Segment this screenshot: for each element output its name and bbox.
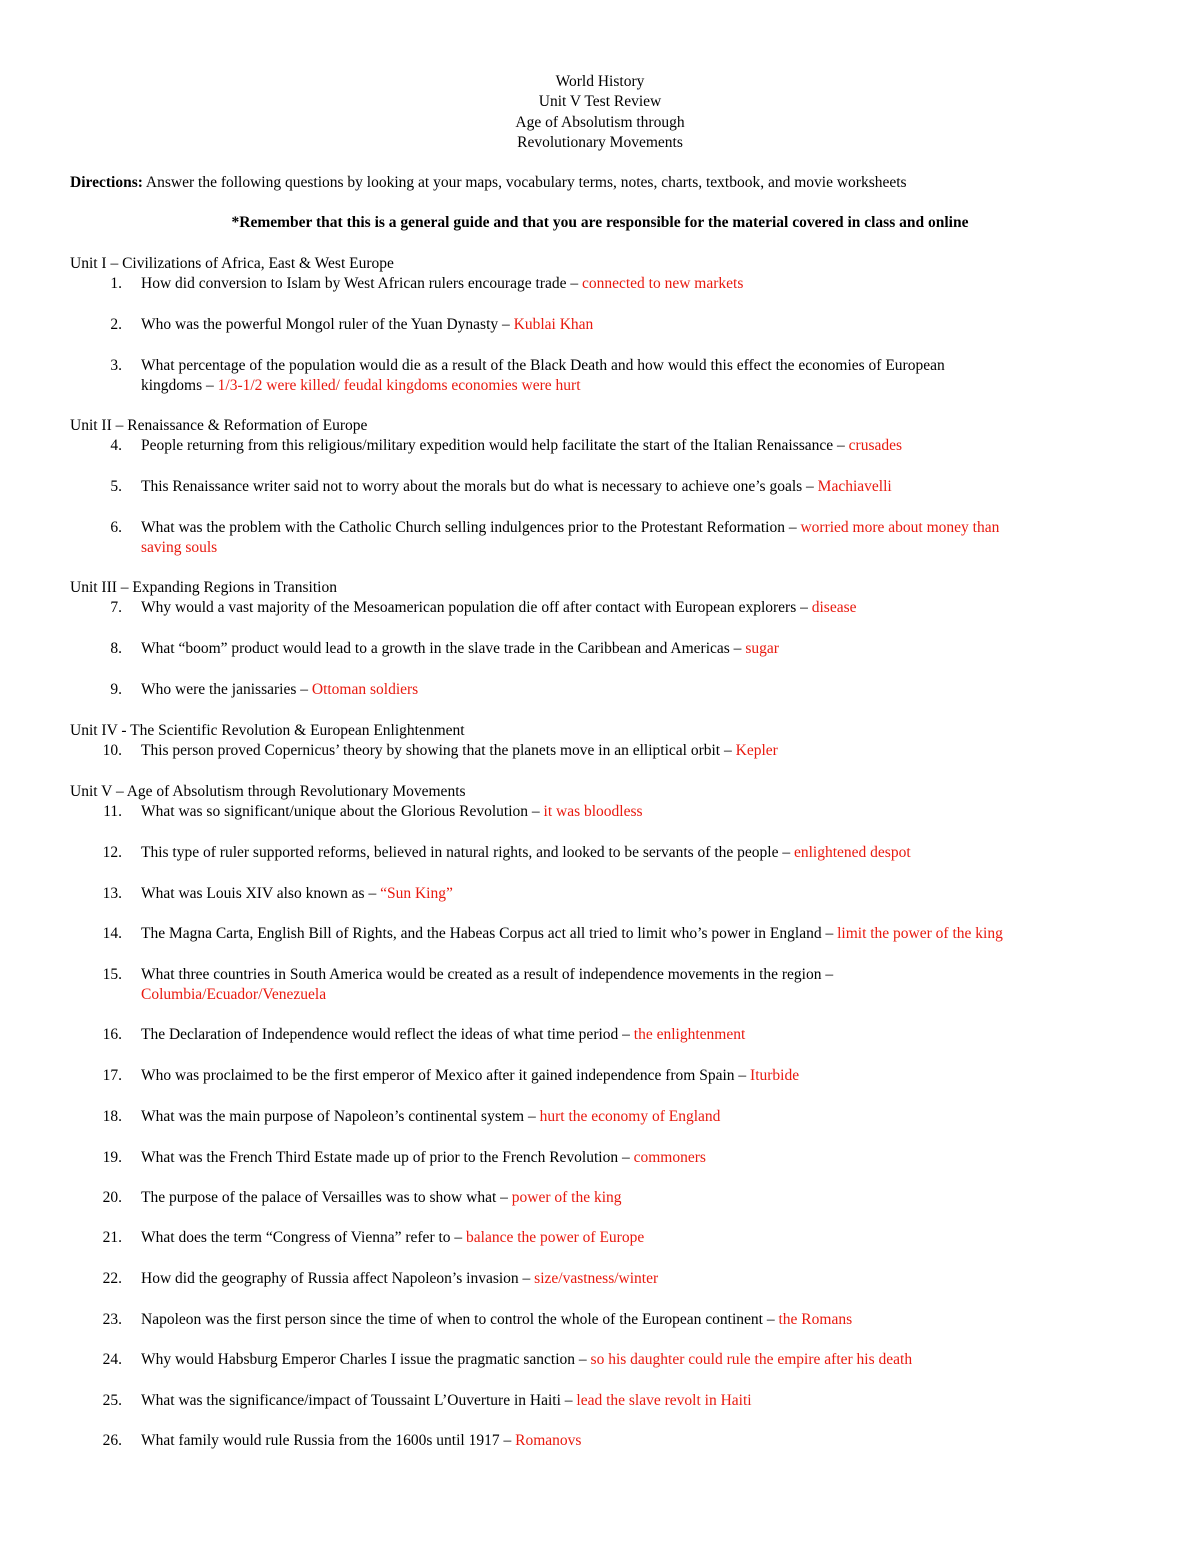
question-text: The Declaration of Independence would reflect the ideas of what time period – [141, 1026, 634, 1043]
answer-text: worried more about money than [800, 519, 1000, 536]
question-number: 5. [110, 478, 122, 495]
question-number: 17. [102, 1067, 122, 1084]
answer-text: “Sun King” [380, 885, 453, 902]
answer-text: so his daughter could rule the empire after his death [590, 1351, 913, 1368]
question-number: 4. [110, 437, 122, 454]
question-number: 13. [102, 885, 122, 902]
answer-text: balance the power of Europe [466, 1229, 645, 1246]
answer-text: Kublai Khan [513, 316, 594, 333]
question-text: This person proved Copernicus’ theory by showing that the planets move in an elliptical orbit – [141, 742, 736, 759]
question-text: What three countries in South America would be created as a result of independence movements in the region – [141, 966, 834, 983]
unit-heading: Unit II – Renaissance & Reformation of Europe [70, 417, 368, 434]
question-number: 14. [102, 925, 122, 942]
unit-heading: Unit IV - The Scientific Revolution & European Enlightenment [70, 722, 465, 739]
question-text: How did conversion to Islam by West African rulers encourage trade – [141, 275, 582, 292]
answer-text: Machiavelli [817, 478, 892, 495]
question-number: 20. [102, 1189, 122, 1206]
unit-heading: Unit I – Civilizations of Africa, East & West Europe [70, 255, 394, 272]
question-text: Napoleon was the first person since the time of when to control the whole of the European continent – [141, 1311, 779, 1328]
answer-text: commoners [633, 1149, 706, 1166]
question-text: Who was proclaimed to be the first emperor of Mexico after it gained independence from Spain – [141, 1067, 751, 1084]
question-text: What percentage of the population would die as a result of the Black Death and how would this effect the economies of European [141, 357, 945, 374]
answer-text: limit the power of the king [837, 925, 1003, 942]
directions [70, 174, 1150, 192]
question-text: What was the problem with the Catholic Church selling indulgences prior to the Protestant Reformation – [141, 519, 801, 536]
question-text: What was Louis XIV also known as – [141, 885, 381, 902]
reminder-note: *Remember that this is a general guide and that you are responsible for the material covered in class and online [231, 214, 969, 231]
question-text: Why would Habsburg Emperor Charles I issue the pragmatic sanction – [141, 1351, 591, 1368]
question-text: The purpose of the palace of Versailles was to show what – [141, 1189, 512, 1206]
unit-heading: Unit III – Expanding Regions in Transition [70, 579, 337, 596]
answer-text: lead the slave revolt in Haiti [576, 1392, 752, 1409]
question-text-continued: kingdoms – [141, 377, 218, 395]
question-number: 19. [102, 1149, 122, 1166]
course-title: World History [555, 73, 645, 90]
question-number: 7. [110, 599, 122, 616]
question-text: What was the main purpose of Napoleon’s continental system – [141, 1108, 540, 1125]
question-number: 24. [102, 1351, 122, 1368]
question-text: Who was the powerful Mongol ruler of the Yuan Dynasty – [141, 316, 514, 333]
question-number: 8. [110, 640, 122, 657]
question-number: 22. [102, 1270, 122, 1287]
topic-title-line-1: Age of Absolutism through [515, 113, 685, 131]
unit-heading: Unit V – Age of Absolutism through Revolutionary Movements [70, 783, 466, 800]
answer-text: Ottoman soldiers [311, 681, 419, 698]
question-text: People returning from this religious/military expedition would help facilitate the start of the Italian Renaissance – [141, 437, 849, 454]
answer-text: size/vastness/winter [534, 1270, 659, 1287]
answer-text: power of the king [511, 1189, 622, 1206]
question-number: 10. [102, 742, 122, 759]
question-text: This type of ruler supported reforms, believed in natural rights, and looked to be servants of the people – [141, 844, 794, 861]
answer-text: Romanovs [515, 1432, 582, 1449]
question-text: Why would a vast majority of the Mesoamerican population die off after contact with European explorers – [141, 599, 812, 616]
question-number: 25. [102, 1392, 122, 1409]
question-number: 11. [103, 803, 122, 820]
question-number: 2. [110, 316, 122, 333]
answer-text: it was bloodless [543, 803, 643, 820]
question-text: Who were the janissaries – [141, 681, 312, 698]
question-number: 16. [102, 1026, 122, 1043]
answer-text: enlightened despot [793, 844, 911, 861]
question-text: What was the significance/impact of Toussaint L’Ouverture in Haiti – [141, 1392, 577, 1409]
question-number: 26. [102, 1432, 122, 1449]
question-number: 1. [110, 275, 122, 292]
answer-text: disease [811, 599, 857, 616]
question-text: What was so significant/unique about the Glorious Revolution – [141, 803, 544, 820]
question-text: This Renaissance writer said not to worry about the morals but do what is necessary to achieve one’s goals – [141, 478, 818, 495]
directions-text: Answer the following questions by looking at your maps, vocabulary terms, notes, charts, textbook, and movie worksheets [142, 174, 907, 191]
answer-text: sugar [745, 640, 779, 657]
question-number: 23. [102, 1311, 122, 1328]
question-number: 21. [102, 1229, 122, 1246]
answer-text: connected to new markets [581, 275, 744, 292]
question-number: 6. [110, 519, 122, 536]
question-number: 3. [110, 357, 122, 374]
question-text: What was the French Third Estate made up of prior to the French Revolution – [141, 1149, 634, 1166]
question-number: 18. [102, 1108, 122, 1125]
answer-text: the enlightenment [633, 1026, 746, 1043]
document-header [0, 72, 1200, 153]
question-number: 12. [102, 844, 122, 861]
question-text: The Magna Carta, English Bill of Rights, and the Habeas Corpus act all tried to limit who’s power in England – [141, 925, 838, 942]
question-text: What family would rule Russia from the 1600s until 1917 – [141, 1432, 516, 1449]
answer-text: hurt the economy of England [539, 1108, 721, 1125]
question-text: What “boom” product would lead to a growth in the slave trade in the Caribbean and Americas – [141, 640, 746, 657]
question-text: How did the geography of Russia affect Napoleon’s invasion – [141, 1270, 535, 1287]
question-text: What does the term “Congress of Vienna” refer to – [141, 1229, 467, 1246]
unit-title: Unit V Test Review [538, 93, 662, 111]
answer-text: Columbia/Ecuador/Venezuela [141, 986, 327, 1004]
question-number: 15. [102, 966, 122, 983]
answer-text: Kepler [735, 742, 778, 759]
answer-text-continued: saving souls [141, 539, 218, 557]
question-number: 9. [110, 681, 122, 698]
answer-text: 1/3-1/2 were killed/ feudal kingdoms economies were hurt [217, 377, 581, 395]
topic-title-line-2: Revolutionary Movements [517, 133, 683, 151]
answer-text: crusades [848, 437, 903, 454]
answer-text: Iturbide [750, 1067, 800, 1084]
answer-text: the Romans [778, 1311, 853, 1328]
directions-label: Directions: [70, 174, 143, 191]
